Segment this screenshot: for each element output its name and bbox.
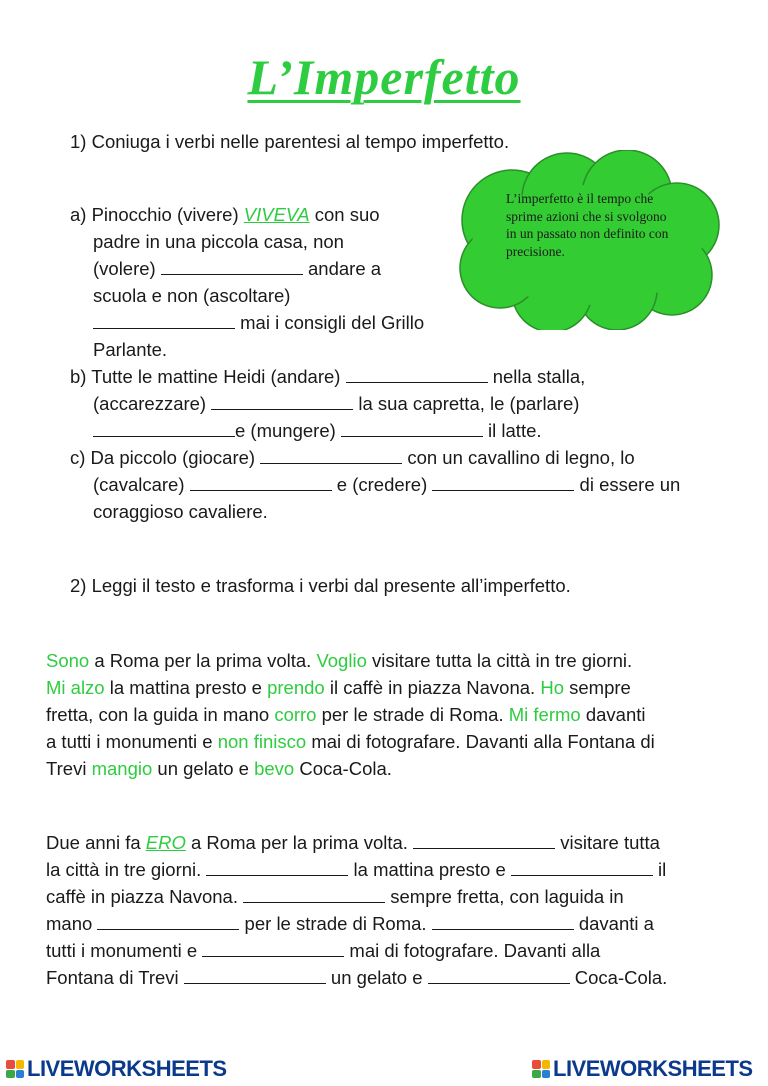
verb-highlight: Mi fermo [508,704,581,725]
text-segment: la mattina presto e [348,859,511,880]
example-answer: ERO [145,832,186,853]
blank-field[interactable] [206,857,348,876]
text-segment: per le strade di Roma. [239,913,432,934]
text-segment: caffè in piazza Navona. [46,886,244,907]
text-segment: tutti i monumenti e [46,940,203,961]
blank-field[interactable] [511,857,653,876]
text-segment: andare a [302,258,382,279]
text-segment: la mattina presto e [104,677,268,698]
blank-field[interactable] [97,911,239,930]
exercise-1a-line-4: scuola e non (ascoltare) [93,285,291,306]
text-segment: sempre fretta, con laguida in [385,886,624,907]
brand-name: LIVEWORKSHEETS [27,1056,227,1081]
liveworksheets-icon [6,1060,24,1078]
blank-field[interactable] [243,884,385,903]
text-segment: un gelato e [325,967,428,988]
present-text-line-1 [46,647,632,674]
exercise-1a-line-6: Parlante. [93,339,168,360]
text-segment: (accarezzare) [93,393,212,414]
exercise-1c-line-2 [93,471,680,498]
blank-field[interactable] [211,391,353,410]
past-text-line-6 [46,964,667,991]
text-segment: Trevi [46,758,92,779]
verb-highlight: prendo [267,677,325,698]
blank-field[interactable] [432,472,574,491]
cloud-definition-text: L’imperfetto è il tempo che sprime azioni che si svolgono in un passato non definito con precisione. [506,191,669,259]
past-text-line-2 [46,856,666,883]
text-segment: mai i consigli del Grillo [235,312,425,333]
text-segment: Fontana di Trevi [46,967,184,988]
text-segment: visitare tutta [555,832,660,853]
text-segment: il caffè in piazza Navona. [324,677,541,698]
text-segment: b) Tutte le mattine Heidi (andare) [70,366,346,387]
text-segment: nella stalla, [487,366,586,387]
text-segment: e (mungere) [235,420,341,441]
blank-field[interactable] [346,364,488,383]
blank-field[interactable] [428,965,570,984]
text-segment: e (credere) [331,474,433,495]
blank-field[interactable] [341,418,483,437]
exercise-1a-line-3 [93,255,381,282]
text-segment: il latte. [482,420,542,441]
blank-field[interactable] [432,911,574,930]
past-text-line-1 [46,829,660,856]
liveworksheets-logo-left[interactable] [6,1056,227,1082]
text-segment: davanti [580,704,646,725]
text-segment: sempre [563,677,631,698]
present-text-line-4 [46,728,655,755]
text-segment: di essere un [574,474,681,495]
verb-highlight: Mi alzo [46,677,105,698]
present-text-line-3 [46,701,646,728]
exercise-1b-line-3 [93,417,542,444]
text-segment: davanti a [573,913,654,934]
text-segment: (volere) [93,258,161,279]
text-segment: visitare tutta la città in tre giorni. [366,650,633,671]
blank-field[interactable] [413,830,555,849]
exercise-1b-line-1 [70,363,585,390]
verb-highlight: Ho [540,677,564,698]
blank-field[interactable] [161,256,303,275]
present-text-line-2 [46,674,631,701]
text-segment: c) Da piccolo (giocare) [70,447,261,468]
blank-field[interactable] [93,310,235,329]
text-segment: il [652,859,667,880]
verb-highlight: mangio [91,758,153,779]
text-segment: Due anni fa [46,832,146,853]
text-segment: fretta, con la guida in mano [46,704,275,725]
text-segment: mano [46,913,98,934]
verb-highlight: non finisco [217,731,307,752]
blank-field[interactable] [93,418,235,437]
text-segment: a Roma per la prima volta. [185,832,414,853]
exercise-1a-line-1 [70,201,380,228]
text-segment: la città in tre giorni. [46,859,207,880]
text-segment: con un cavallino di legno, lo [402,447,635,468]
exercise-1a-line-5 [93,309,424,336]
blank-field[interactable] [260,445,402,464]
present-text-line-5 [46,755,392,782]
exercise-1c-line-1 [70,444,635,471]
blank-field[interactable] [190,472,332,491]
text-segment: mai di fotografare. Davanti alla [344,940,601,961]
text-segment: a tutti i monumenti e [46,731,218,752]
past-text-line-3 [46,883,624,910]
blank-field[interactable] [202,938,344,957]
exercise-1b-line-2 [93,390,579,417]
text-segment: la sua capretta, le (parlare) [353,393,580,414]
verb-highlight: bevo [254,758,295,779]
text-segment: (cavalcare) [93,474,190,495]
example-answer: VIVEVA [243,204,310,225]
verb-highlight: corro [274,704,317,725]
text-segment: con suo [309,204,380,225]
liveworksheets-icon [532,1060,550,1078]
verb-highlight: Sono [46,650,90,671]
text-segment: un gelato e [152,758,255,779]
text-segment: Coca-Cola. [569,967,668,988]
past-text-line-5 [46,937,600,964]
page-title: L’Imperfetto [247,49,521,105]
liveworksheets-logo-right[interactable] [532,1056,753,1082]
exercise-1a-line-2: padre in una piccola casa, non [93,231,344,252]
brand-name: LIVEWORKSHEETS [553,1056,753,1081]
text-segment: a Roma per la prima volta. [89,650,317,671]
blank-field[interactable] [184,965,326,984]
past-text-line-4 [46,910,654,937]
exercise-2-instruction: 2) Leggi il testo e trasforma i verbi dal presente all’imperfetto. [70,575,571,596]
text-segment: Coca-Cola. [294,758,392,779]
exercise-1-instruction: 1) Coniuga i verbi nelle parentesi al tempo imperfetto. [70,131,510,152]
text-segment: per le strade di Roma. [316,704,509,725]
text-segment: a) Pinocchio (vivere) [70,204,244,225]
exercise-1c-line-3: coraggioso cavaliere. [93,501,268,522]
verb-highlight: Voglio [316,650,367,671]
text-segment: mai di fotografare. Davanti alla Fontana di [306,731,655,752]
